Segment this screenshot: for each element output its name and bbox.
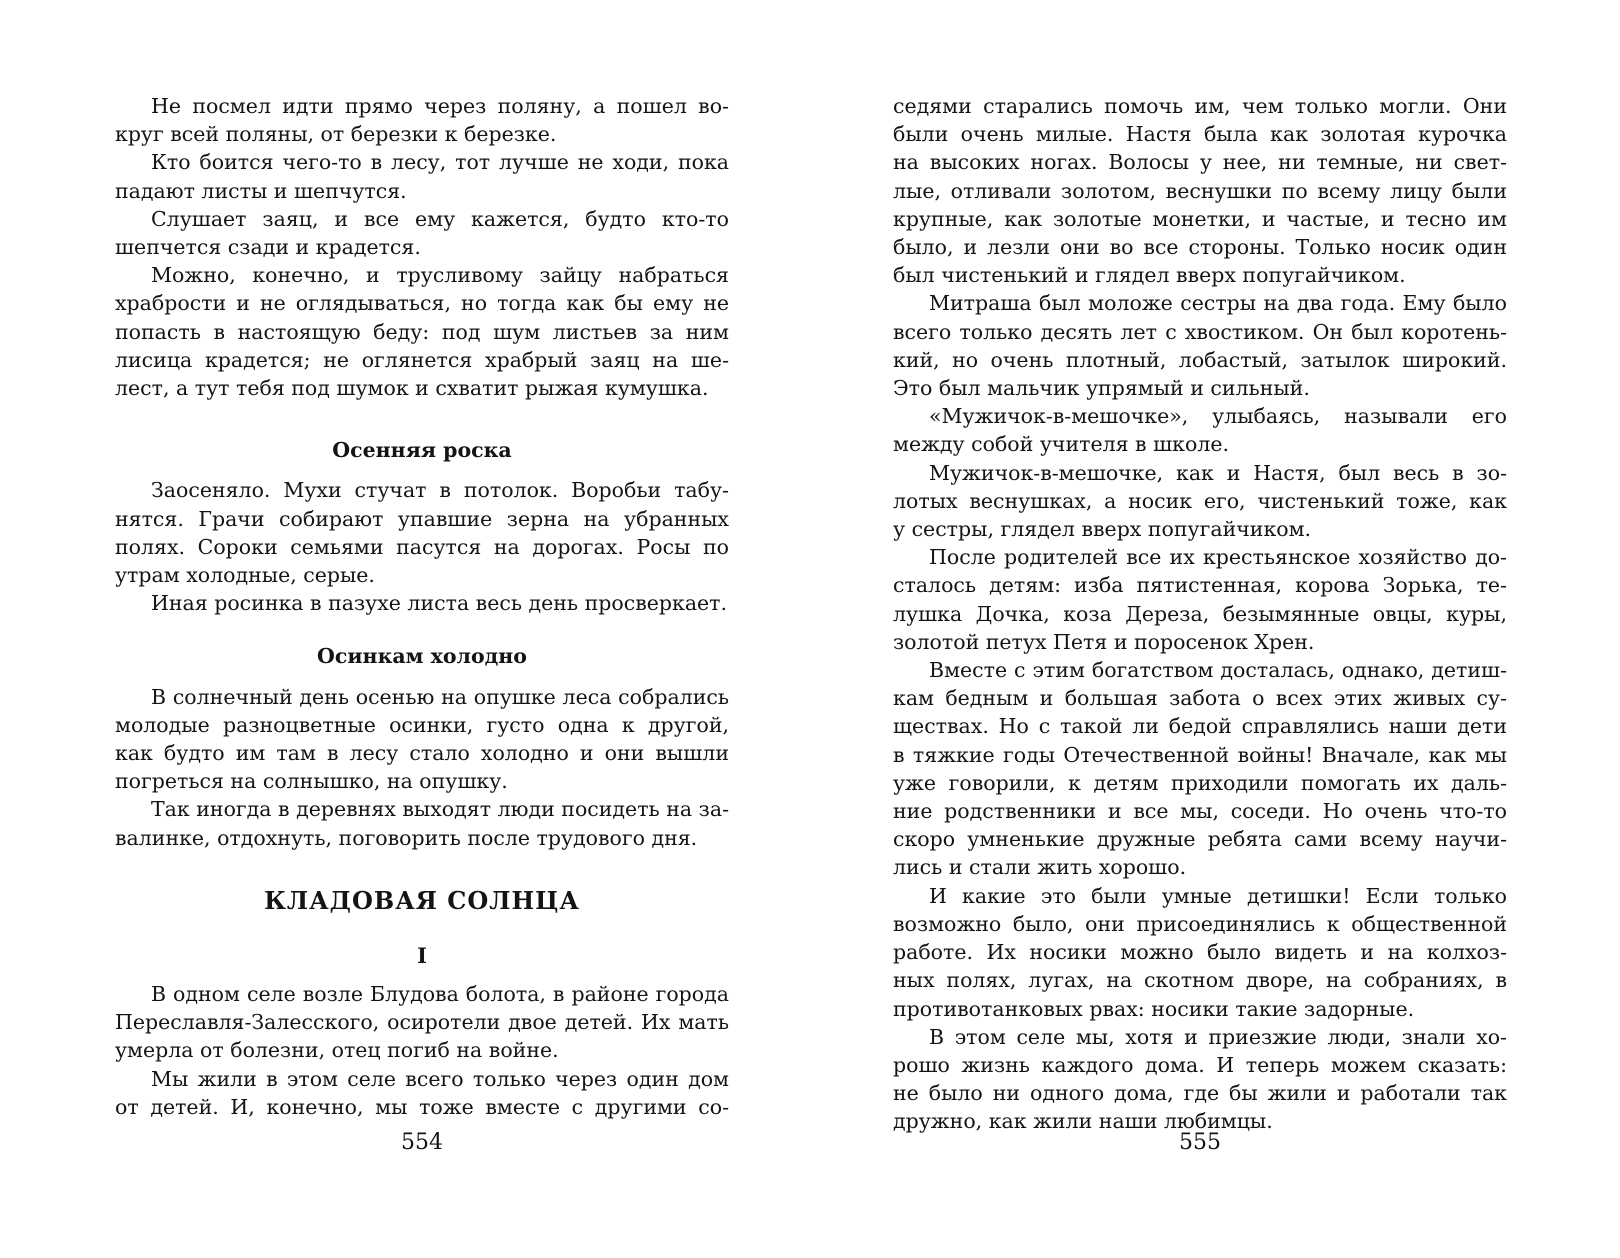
text-line: Это был мальчик упрямый и сильный. xyxy=(893,376,1310,401)
right-page xyxy=(893,92,1507,1212)
text-line: на высоких ногах. Волосы у нее, ни темные, ни свет- xyxy=(893,150,1507,175)
text-line: «Мужичок-в-мешочке», улыбаясь, называли его xyxy=(929,404,1507,429)
section-heading-osennyaya-roska: Осенняя роска xyxy=(332,438,512,463)
text-line: рошо жизнь каждого дома. И теперь можем сказать: xyxy=(893,1052,1507,1077)
text-line: Переславля-Залесского, осиротели двое детей. Их мать xyxy=(115,1010,729,1035)
paragraph xyxy=(115,1065,729,1121)
text-line: шепчется сзади и крадется. xyxy=(115,235,421,260)
text-line: Вместе с этим богатством досталась, однако, детиш- xyxy=(929,658,1507,683)
text-line: ных полях, лугах, на скотном дворе, на собраниях, в xyxy=(893,968,1507,993)
section-heading-osinkam-holodno: Осинкам холодно xyxy=(317,644,527,669)
text-line: Митраша был моложе сестры на два года. Ему было xyxy=(929,291,1507,316)
text-line: Слушает заяц, и все ему кажется, будто кто-то xyxy=(151,206,729,231)
text-line: После родителей все их крестьянское хозяйство до- xyxy=(929,545,1507,570)
text-line: попасть в настоящую беду: под шум листьев за ним xyxy=(115,319,729,344)
text-line: храбрости и не оглядываться, но тогда как бы ему не xyxy=(115,291,729,316)
paragraph xyxy=(893,459,1507,544)
text-line: И какие это были умные детишки! Если только xyxy=(929,883,1507,908)
text-line: уже говорили, к детям приходили помогать их даль- xyxy=(893,770,1507,795)
text-line: был чистенький и глядел вверх попугайчиком. xyxy=(893,263,1406,288)
text-line: В солнечный день осенью на опушке леса собрались xyxy=(151,684,729,709)
paragraph xyxy=(115,205,729,261)
text-line: Иная росинка в пазухе листа весь день просверкает. xyxy=(151,591,728,616)
paragraph xyxy=(893,1023,1507,1136)
right-text-block xyxy=(893,92,1507,1136)
paragraph xyxy=(115,683,729,796)
paragraph xyxy=(115,92,729,148)
text-line: Кто боится чего-то в лесу, тот лучше не ходи, пока xyxy=(151,150,729,175)
paragraph xyxy=(115,980,729,1065)
text-line: кам бедным и большая забота о всех этих живых су- xyxy=(893,686,1507,711)
paragraph xyxy=(893,882,1507,1023)
text-line: Мужичок-в-мешочке, как и Настя, был весь в зо- xyxy=(929,460,1507,485)
text-line: В этом селе мы, хотя и приезжие люди, знали хо- xyxy=(929,1024,1507,1049)
text-line: валинке, отдохнуть, поговорить после трудового дня. xyxy=(115,825,698,850)
text-line: у сестры, глядел вверх попугайчиком. xyxy=(893,517,1312,542)
text-line: всего только десять лет с хвостиком. Он был коротень- xyxy=(893,319,1507,344)
left-text-block-1 xyxy=(115,92,729,1121)
paragraph xyxy=(115,148,729,204)
story-title: КЛАДОВАЯ СОЛНЦА xyxy=(264,885,580,915)
text-line: не было ни одного дома, где бы жили и работали так xyxy=(893,1081,1507,1106)
text-line: как будто им там в лесу стало холодно и они вышли xyxy=(115,741,729,766)
text-line: круг всей поляны, от березки к березке. xyxy=(115,122,557,147)
paragraph xyxy=(115,476,729,589)
text-line: от детей. И, конечно, мы тоже вместе с другими со- xyxy=(115,1094,729,1119)
text-line: были очень милые. Настя была как золотая курочка xyxy=(893,122,1507,147)
left-page xyxy=(115,92,729,1212)
text-line: погреться на солнышко, на опушку. xyxy=(115,769,508,794)
chapter-number: I xyxy=(417,942,427,968)
paragraph xyxy=(893,543,1507,656)
text-line: полях. Сороки семьями пасутся на дорогах. Росы по xyxy=(115,534,729,559)
paragraph xyxy=(115,261,729,402)
text-line: золотой петух Петя и поросенок Хрен. xyxy=(893,629,1315,654)
text-line: лотых веснушках, а носик его, чистенький тоже, как xyxy=(893,488,1507,513)
text-line: Мы жили в этом селе всего только через один дом xyxy=(151,1066,729,1091)
text-line: нятся. Грачи собирают упавшие зерна на убранных xyxy=(115,506,729,531)
text-line: крупные, как золотые монетки, и частые, и тесно им xyxy=(893,206,1507,231)
text-line: лись и стали жить хорошо. xyxy=(893,855,1187,880)
text-line: кий, но очень плотный, лобастый, затылок широкий. xyxy=(893,347,1507,372)
text-line: лушка Дочка, коза Дереза, безымянные овцы, куры, xyxy=(893,601,1507,626)
text-line: Так иногда в деревнях выходят люди посидеть на за- xyxy=(151,797,729,822)
text-line: было, и лезли они во все стороны. Только носик один xyxy=(893,235,1507,260)
text-line: умерла от болезни, отец погиб на войне. xyxy=(115,1038,559,1063)
text-line: в тяжкие годы Отечественной войны! Вначале, как мы xyxy=(893,742,1507,767)
text-line: сталось детям: изба пятистенная, корова Зорька, те- xyxy=(893,573,1507,598)
text-line: скоро умненькие дружные ребята сами всему научи- xyxy=(893,827,1507,852)
text-line: между собой учителя в школе. xyxy=(893,432,1229,457)
text-line: Заосеняло. Мухи стучат в потолок. Воробьи табу- xyxy=(151,478,729,503)
text-line: лые, отливали золотом, веснушки по всему лицу были xyxy=(893,178,1507,203)
text-line: ществах. Но с такой ли бедой справлялись наши дети xyxy=(893,714,1507,739)
page-number: 555 xyxy=(1179,1130,1221,1155)
paragraph xyxy=(893,289,1507,402)
text-line: возможно было, они присоединялись к общественной xyxy=(893,911,1507,936)
paragraph xyxy=(893,656,1507,882)
text-line: падают листы и шепчутся. xyxy=(115,178,407,203)
paragraph xyxy=(115,795,729,851)
text-line: дружно, как жили наши любимцы. xyxy=(893,1109,1273,1134)
text-line: молодые разноцветные осинки, густо одна к другой, xyxy=(115,712,729,737)
text-line: противотанковых рвах: носики такие задорные. xyxy=(893,996,1415,1021)
text-line: работе. Их носики можно было видеть и на колхоз- xyxy=(893,940,1507,965)
text-line: Можно, конечно, и трусливому зайцу набраться xyxy=(151,263,729,288)
text-line: ние родственники и все мы, соседи. Но очень что-то xyxy=(893,799,1507,824)
paragraph xyxy=(893,92,1507,289)
text-line: В одном селе возле Блудова болота, в районе города xyxy=(151,982,729,1007)
text-line: Не посмел идти прямо через поляну, а пошел во- xyxy=(151,94,729,118)
text-line: седями старались помочь им, чем только могли. Они xyxy=(893,94,1507,118)
paragraph xyxy=(893,402,1507,458)
text-line: лисица крадется; не оглянется храбрый заяц на ше- xyxy=(115,347,729,372)
text-line: утрам холодные, серые. xyxy=(115,563,375,588)
paragraph xyxy=(115,589,729,617)
text-line: лест, а тут тебя под шумок и схватит рыжая кумушка. xyxy=(115,376,709,401)
page-number: 554 xyxy=(401,1130,443,1155)
